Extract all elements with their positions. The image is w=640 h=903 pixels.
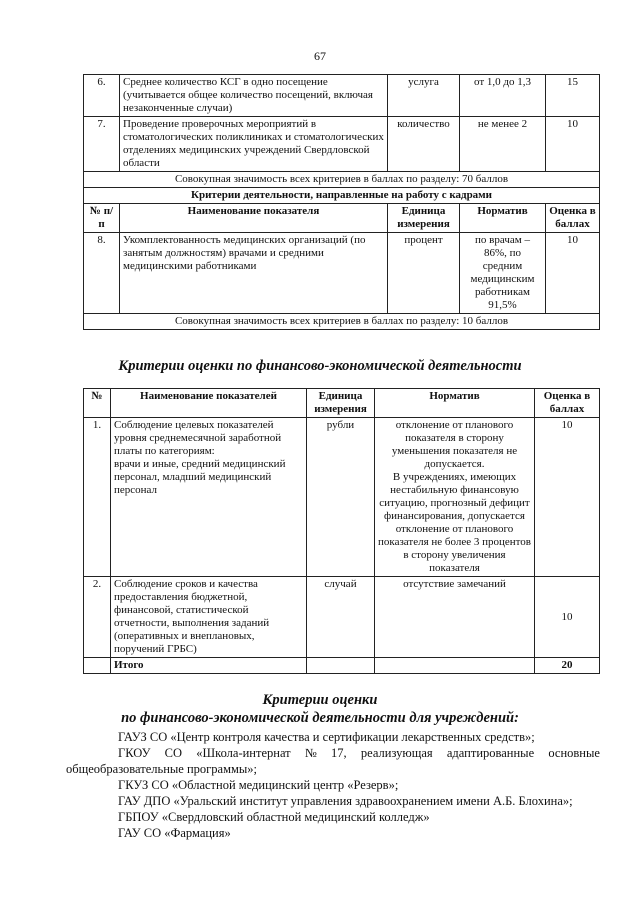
header-row <box>84 389 600 418</box>
row-number: 8. <box>84 233 120 314</box>
table-row <box>84 75 600 117</box>
indicator-name <box>111 418 307 577</box>
empty-cell <box>307 658 375 674</box>
word: «Школа-интернат <box>196 746 291 760</box>
table-row <box>84 577 600 658</box>
norm-cell: не менее 2 <box>460 117 546 172</box>
unit-cell: случай <box>307 577 375 658</box>
norm-cell: отсутствие замечаний <box>375 577 535 658</box>
col-header-norm: Норматив <box>375 389 535 418</box>
indicator-name: Проведение проверочных мероприятий в стоматологических поликлиниках и стоматологических отделениях медицинских учреждений Свердловской области <box>120 117 388 172</box>
row-number: 6. <box>84 75 120 117</box>
norm-cell: по врачам – 86%, по средним медицинским работникам 91,5% <box>460 233 546 314</box>
institution-item <box>0 745 640 761</box>
col-header-name: Наименование показателей <box>111 389 307 418</box>
word: 17, <box>331 746 347 760</box>
institution-item: ГАУ ДПО «Уральский институт управления здравоохранением имени А.Б. Блохина»; <box>118 794 573 808</box>
total-row <box>84 658 600 674</box>
summary-row <box>84 172 600 188</box>
section-summary: Совокупная значимость всех критериев в баллах по разделу: 10 баллов <box>84 314 600 330</box>
word: СО <box>164 746 183 760</box>
table-row <box>84 233 600 314</box>
word: основные <box>548 746 600 760</box>
score-cell: 10 <box>546 117 600 172</box>
row-number: 2. <box>84 577 111 658</box>
score-cell: 10 <box>546 233 600 314</box>
col-header-unit: Единица измерения <box>388 204 460 233</box>
row-number: 1. <box>84 418 111 577</box>
summary-row <box>84 314 600 330</box>
section-title: Критерии оценки по финансово-экономической деятельности <box>118 358 522 374</box>
staff-criteria-table <box>83 74 600 330</box>
col-header-unit: Единица измерения <box>307 389 375 418</box>
finance-criteria-table <box>83 388 600 674</box>
row-number: 7. <box>84 117 120 172</box>
indicator-name: Укомплектованность медицинских организаций (по занятым должностям) врачами и средними медицинскими работниками <box>120 233 388 314</box>
norm-cell <box>375 418 535 577</box>
norm-text: отклонение от планового показателя в сторону уменьшения показателя не допускается. <box>391 419 518 470</box>
score-cell: 10 <box>535 418 600 577</box>
page-number: 67 <box>314 49 326 63</box>
col-header-number: № п/п <box>84 204 120 233</box>
institution-item: ГАУ СО «Фармация» <box>118 826 231 840</box>
indicator-name: Среднее количество КСГ в одно посещение (учитывается общее количество посещений, включая незаконченные случаи) <box>120 75 388 117</box>
col-header-score: Оценка в баллах <box>546 204 600 233</box>
total-label: Итого <box>111 658 307 674</box>
unit-cell: рубли <box>307 418 375 577</box>
col-header-score: Оценка в баллах <box>535 389 600 418</box>
unit-cell: услуга <box>388 75 460 117</box>
empty-cell <box>84 658 111 674</box>
table-row <box>84 117 600 172</box>
institution-item: ГАУЗ СО «Центр контроля качества и сертификации лекарственных средств»; <box>118 730 535 744</box>
word: адаптированные <box>446 746 535 760</box>
col-header-number: № <box>84 389 111 418</box>
score-cell: 10 <box>535 577 600 658</box>
empty-cell <box>375 658 535 674</box>
word: ГКОУ <box>118 746 151 760</box>
section-header: Критерии деятельности, направленные на работу с кадрами <box>84 188 600 204</box>
col-header-name: Наименование показателя <box>120 204 388 233</box>
norm-cell: от 1,0 до 1,3 <box>460 75 546 117</box>
indicator-name-part: Соблюдение целевых показателей уровня среднемесячной заработной платы по категориям: <box>114 419 282 457</box>
norm-exception-text: В учреждениях, имеющих нестабильную финансовую ситуацию, прогнозный дефицит финансирования, допускается отклонение от планового показателя не более 3 процентов в сторону увеличения показателя <box>378 471 532 574</box>
indicator-name-categories: врачи и иные, средний медицинский персонал, младший медицинский персонал <box>114 458 286 496</box>
section-header-row <box>84 188 600 204</box>
institution-item: ГКУЗ СО «Областной медицинский центр «Резерв»; <box>118 778 399 792</box>
word: № <box>304 746 317 760</box>
score-cell: 15 <box>546 75 600 117</box>
word: реализующая <box>360 746 433 760</box>
unit-cell: процент <box>388 233 460 314</box>
section-summary: Совокупная значимость всех критериев в баллах по разделу: 70 баллов <box>84 172 600 188</box>
institution-item: ГБПОУ «Свердловский областной медицинский колледж» <box>118 810 430 824</box>
table-row <box>84 418 600 577</box>
total-score: 20 <box>535 658 600 674</box>
unit-cell: количество <box>388 117 460 172</box>
indicator-name: Соблюдение сроков и качества предоставления бюджетной, финансовой, статистической отчетности, выполнения заданий (оперативных и внеплановых, поручений ГРБС) <box>111 577 307 658</box>
institutions-list <box>0 729 640 841</box>
subsection-title: Критерии оценки <box>262 692 378 708</box>
col-header-norm: Норматив <box>460 204 546 233</box>
subsection-subtitle: по финансово-экономической деятельности для учреждений: <box>121 710 519 726</box>
header-row <box>84 204 600 233</box>
institution-item-continuation: общеобразовательные программы»; <box>66 762 258 776</box>
